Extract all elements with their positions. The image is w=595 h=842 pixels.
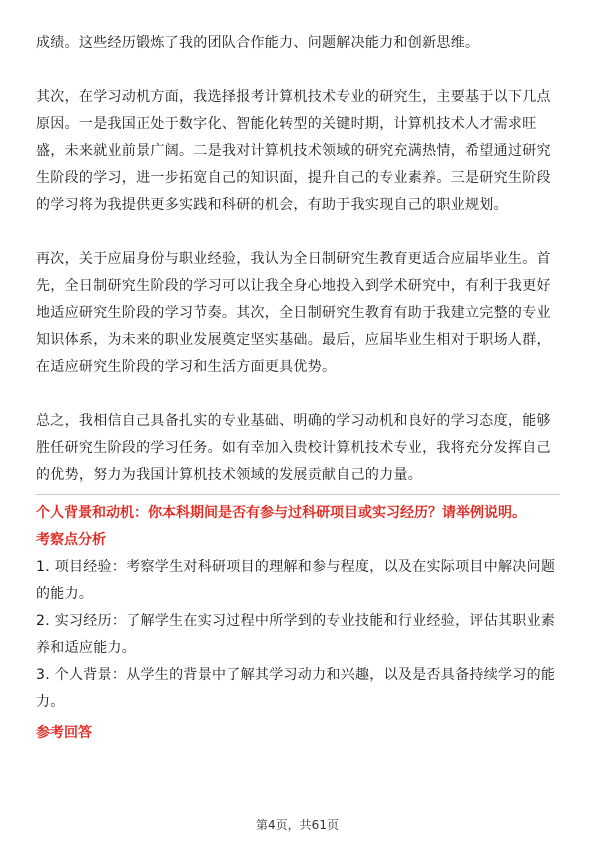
paragraph-conclusion: 总之，我相信自己具备扎实的专业基础、明确的学习动机和良好的学习态度，能够胜任研究生阶段的学习任务。如有幸加入贵校计算机技术专业，我将充分发挥自己的优势，努力为我国计算机技术领域的发展贡献自己的力量。 (36, 413, 551, 483)
analysis-item: 1. 项目经验：考察学生对科研项目的理解和参与程度，以及在实际项目中解决问题的能力。 (36, 559, 556, 602)
analysis-heading: 考察点分析 (36, 532, 106, 548)
answer-heading: 参考回答 (36, 725, 92, 741)
interview-question: 个人背景和动机：你本科期间是否有参与过科研项目或实习经历？请举例说明。 (36, 505, 526, 521)
page-number: 第4页，共61页 (256, 818, 339, 832)
analysis-item: 2. 实习经历：了解学生在实习过程中所学到的专业技能和行业经验，评估其职业素养和适应能力。 (36, 613, 556, 656)
paragraph-motivation: 其次，在学习动机方面，我选择报考计算机技术专业的研究生，主要基于以下几点原因。一是我国正处于数字化、智能化转型的关键时期，计算机技术人才需求旺盛，未来就业前景广阔。二是我对计算机技术领域的研究充满热情，希望通过研究生阶段的学习，进一步拓宽自己的知识面，提升自己的专业素养。三是研究生阶段的学习将为我提供更多实践和科研的机会，有助于我实现自己的职业规划。 (36, 89, 551, 213)
paragraph-continuation: 成绩。这些经历锻炼了我的团队合作能力、问题解决能力和创新思维。 (36, 35, 480, 51)
section-divider (36, 494, 560, 495)
analysis-item: 3. 个人背景：从学生的背景中了解其学习动力和兴趣，以及是否具备持续学习的能力。 (36, 667, 556, 710)
paragraph-fresh-graduate: 再次，关于应届身份与职业经验，我认为全日制研究生教育更适合应届毕业生。首先，全日制研究生阶段的学习可以让我全身心地投入到学术研究中，有利于我更好地适应研究生阶段的学习节奏。其次，全日制研究生教育有助于我建立完整的专业知识体系，为未来的职业发展奠定坚实基础。最后，应届毕业生相对于职场人群，在适应研究生阶段的学习和生活方面更具优势。 (36, 251, 551, 375)
document-page (36, 30, 560, 747)
